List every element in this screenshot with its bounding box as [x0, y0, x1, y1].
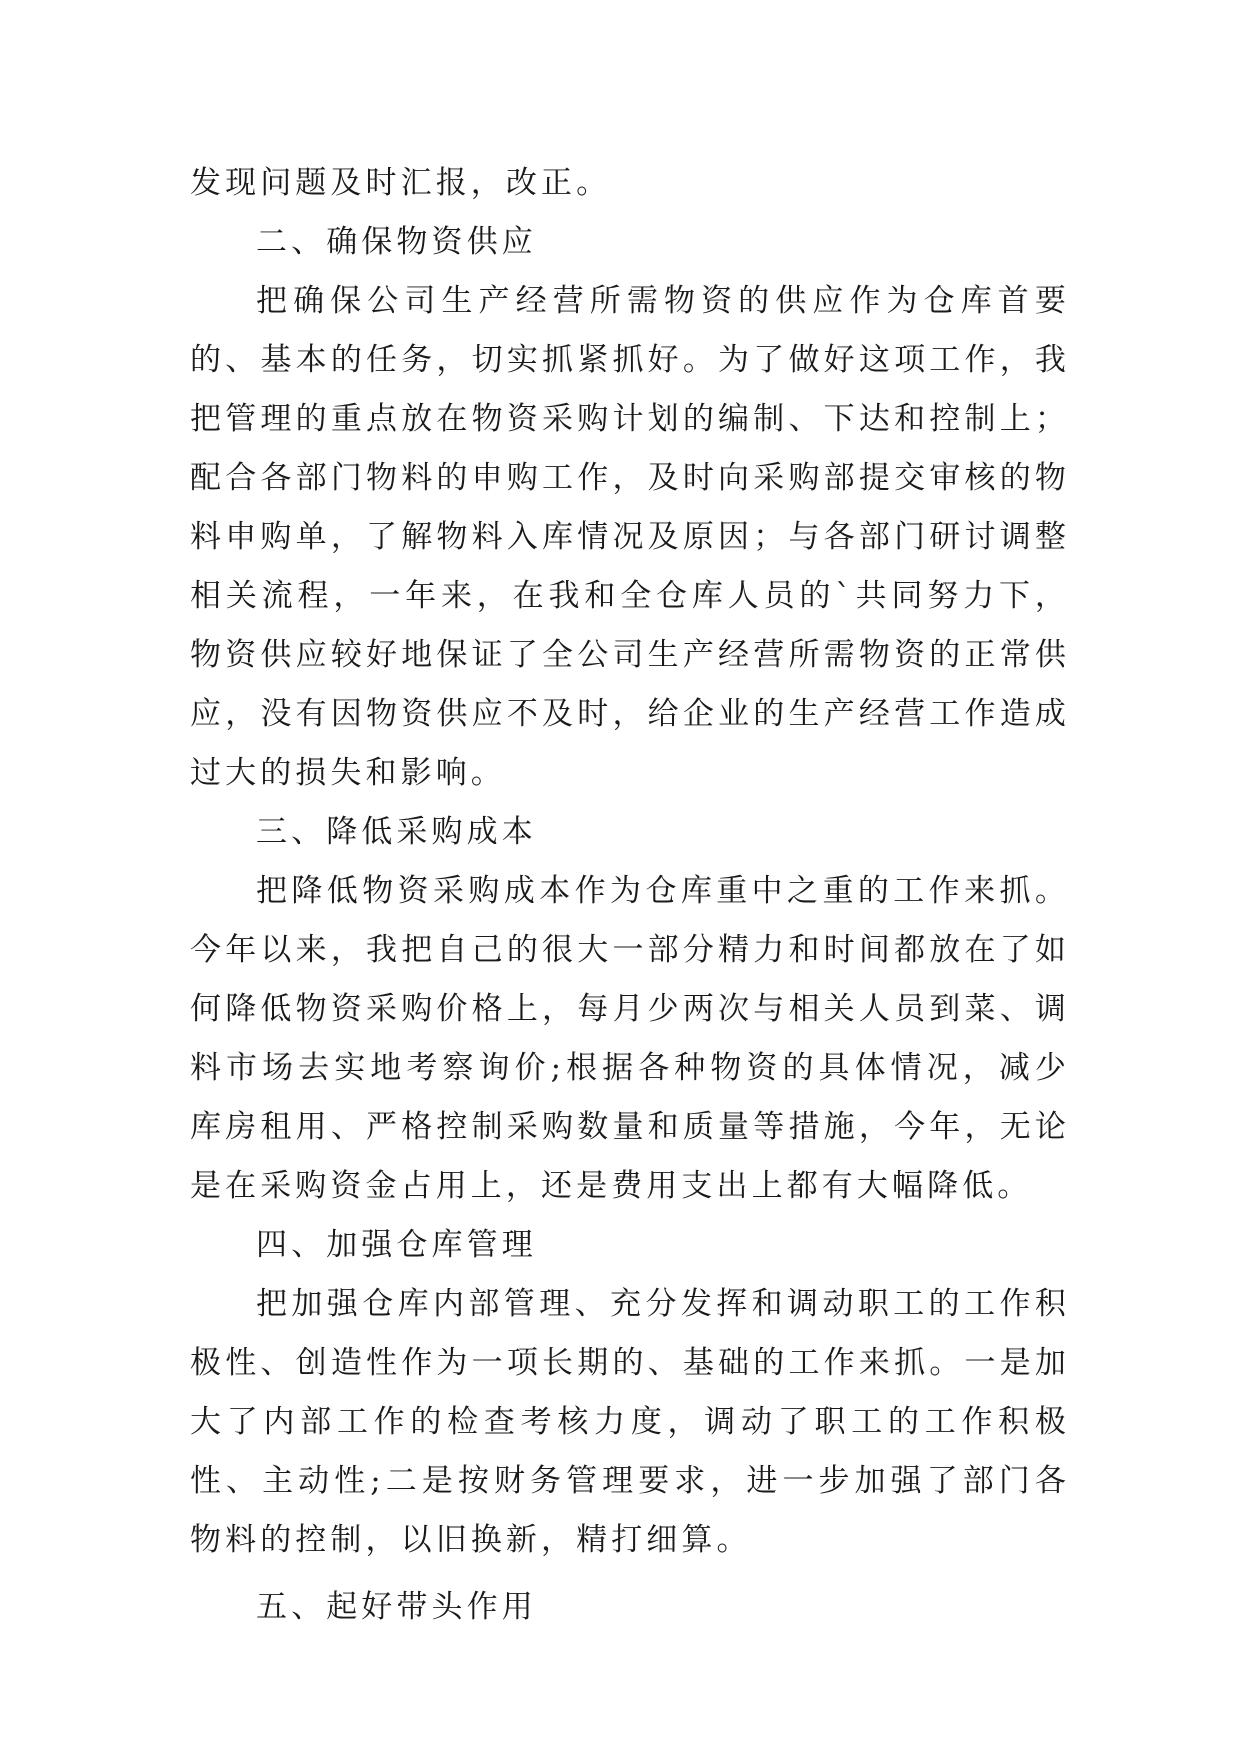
section-body-4: 把加强仓库内部管理、充分发挥和调动职工的工作积极性、创造性作为一项长期的、基础的工作来抓。一是加大了内部工作的检查考核力度，调动了职工的工作积极性、主动性;二是按财务管理要求，进一步加强了部门各物料的控制，以旧换新，精打细算。	[190, 1286, 1070, 1558]
document-body	[190, 154, 1070, 1637]
section-heading-2: 二、确保物资供应	[256, 224, 537, 260]
section-heading-5: 五、起好带头作用	[256, 1589, 537, 1625]
paragraph-continuation: 发现问题及时汇报，改正。	[190, 165, 612, 201]
section-heading-4: 四、加强仓库管理	[256, 1227, 537, 1263]
section-body-2: 把确保公司生产经营所需物资的供应作为仓库首要的、基本的任务，切实抓紧抓好。为了做好这项工作，我把管理的重点放在物资采购计划的编制、下达和控制上；配合各部门物料的申购工作，及时向采购部提交审核的物料申购单，了解物料入库情况及原因；与各部门研讨调整相关流程，一年来，在我和全仓库人员的`共同努力下，物资供应较好地保证了全公司生产经营所需物资的正常供应，没有因物资供应不及时，给企业的生产经营工作造成过大的损失和影响。	[190, 283, 1070, 791]
section-heading-3: 三、降低采购成本	[256, 814, 537, 850]
section-body-3: 把降低物资采购成本作为仓库重中之重的工作来抓。今年以来，我把自己的很大一部分精力和时间都放在了如何降低物资采购价格上，每月少两次与相关人员到菜、调料市场去实地考察询价;根据各种物资的具体情况，减少库房租用、严格控制采购数量和质量等措施，今年，无论是在采购资金占用上，还是费用支出上都有大幅降低。	[190, 873, 1070, 1204]
